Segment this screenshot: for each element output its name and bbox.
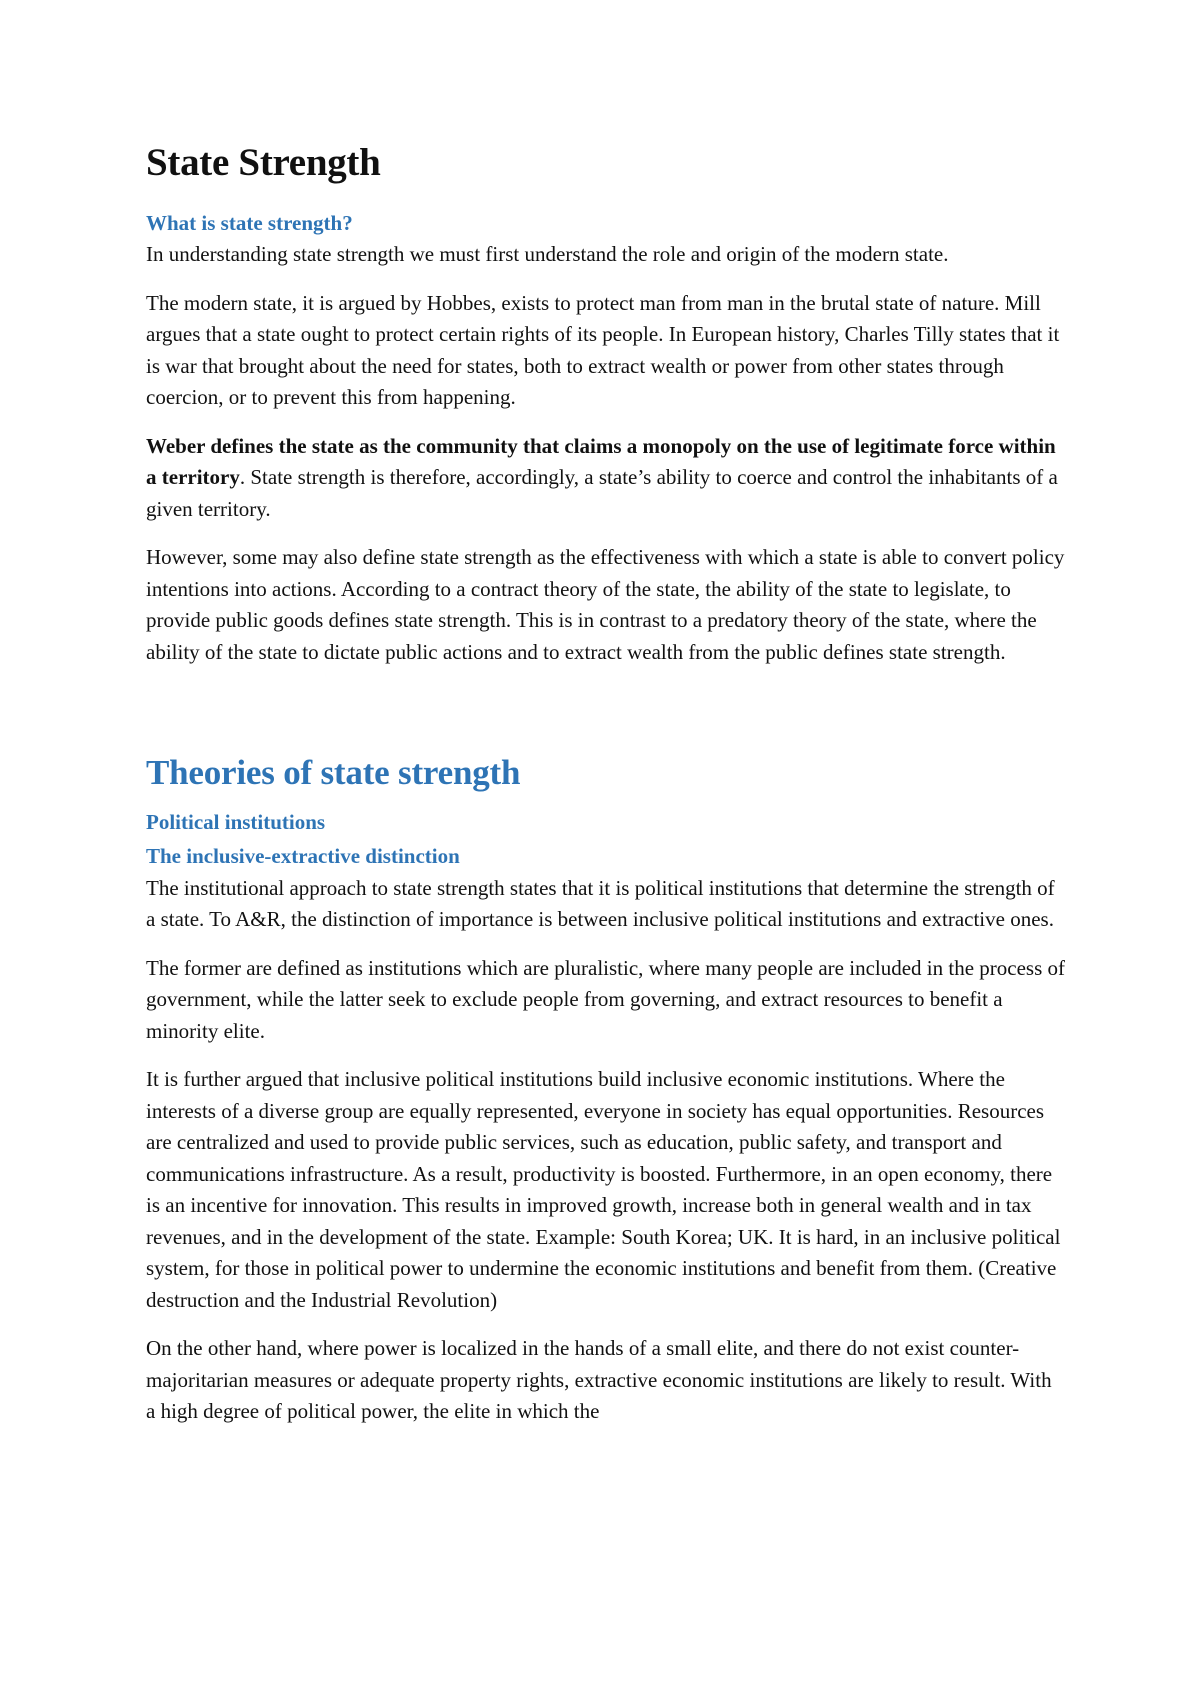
section-heading-theories: Theories of state strength (146, 753, 521, 793)
paragraph: The former are defined as institutions which are pluralistic, where many people are included in the process of government, while the latter seek to exclude people from governing, and extract resources to benefit a minority elite. (146, 955, 1066, 1043)
paragraph (146, 431, 1066, 526)
subheading-political-institutions: Political institutions (146, 810, 326, 835)
document-page (146, 140, 1066, 1445)
bold-definition: Weber defines the state as the community that claims a monopoly on the use of legitimate force within a territory (146, 433, 1056, 490)
document-title: State Strength (146, 141, 381, 184)
paragraph: In understanding state strength we must first understand the role and origin of the modern state. (146, 242, 949, 267)
paragraph: The modern state, it is argued by Hobbes, exists to protect man from man in the brutal state of nature. Mill argues that a state ought to protect certain rights of its people. In European history, Charles Tilly states that it is war that brought about the need for states, both to extract wealth or power from other states through coercion, or to prevent this from happening. (146, 290, 1060, 410)
paragraph: The institutional approach to state strength states that it is political institutions that determine the strength of a state. To A&R, the distinction of importance is between inclusive political institutions and extractive ones. (146, 875, 1055, 932)
paragraph-continuation: . State strength is therefore, accordingly, a state’s ability to coerce and control the inhabitants of a given territory. (146, 465, 1058, 521)
section-heading-what-is-state-strength: What is state strength? (146, 210, 353, 235)
paragraph: It is further argued that inclusive political institutions build inclusive economic institutions. Where the interests of a diverse group are equally represented, everyone in society has equal opportunities. Resources are centralized and used to provide public services, such as education, public safety, and transport and communications infrastructure. As a result, productivity is boosted. Furthermore, in an open economy, there is an incentive for innovation. This results in improved growth, increase both in general wealth and in tax revenues, and in the development of the state. Example: South Korea; UK. It is hard, in an inclusive political system, for those in political power to undermine the economic institutions and benefit from them. (Creative destruction and the Industrial Revolution) (146, 1067, 1061, 1312)
subheading-inclusive-extractive: The inclusive-extractive distinction (146, 844, 460, 869)
paragraph: However, some may also define state strength as the effectiveness with which a state is able to convert policy intentions into actions. According to a contract theory of the state, the ability of the state to legislate, to provide public goods defines state strength. This is in contrast to a predatory theory of the state, where the ability of the state to dictate public actions and to extract wealth from the public defines state strength. (146, 545, 1065, 664)
paragraph: On the other hand, where power is localized in the hands of a small elite, and there do not exist counter-majoritarian measures or adequate property rights, extractive economic institutions are likely to result. With a high degree of political power, the elite in which the (146, 1336, 1052, 1424)
